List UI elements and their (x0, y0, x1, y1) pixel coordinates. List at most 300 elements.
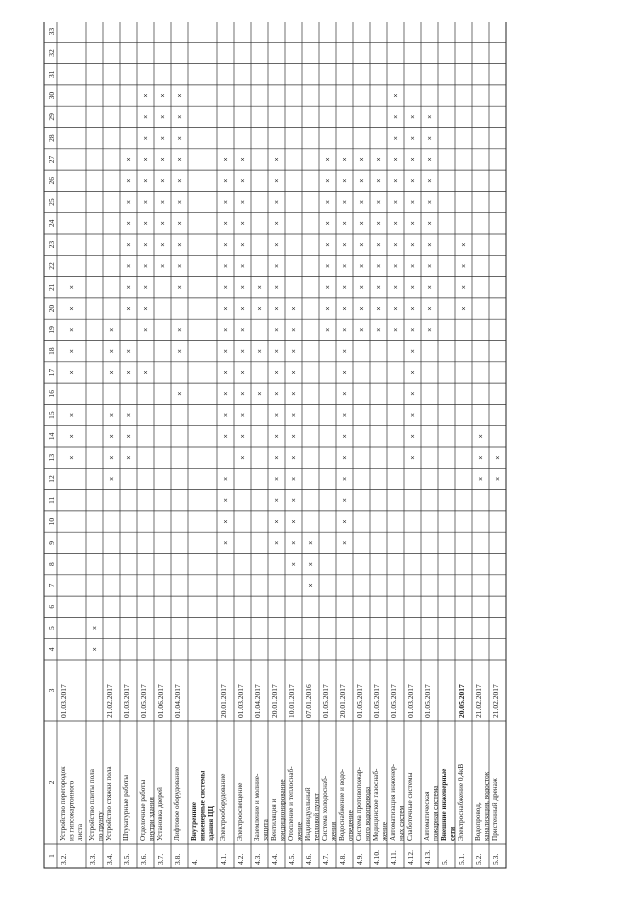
row-4-5-mark-col-19: × (290, 327, 298, 332)
row-4-11-name-line-1: Автоматизация инженер- (389, 763, 397, 841)
row-4-8-mark-col-27: × (341, 157, 349, 162)
row-3-2-mark-col-13: × (68, 455, 76, 460)
row-4-number: 4. (190, 859, 199, 865)
row-4-13-number: 4.13. (423, 850, 432, 865)
row-4-12-mark-col-19: × (409, 327, 417, 332)
row-5-1-mark-col-20: × (460, 306, 468, 311)
row-5-2-mark-col-14: × (477, 434, 485, 439)
row-3-6-mark-col-25: × (142, 200, 150, 205)
row-4-9-mark-col-21: × (358, 285, 366, 290)
row-4-7-mark-col-21: × (324, 285, 332, 290)
header-column-16: 16 (47, 390, 56, 398)
row-4-2-mark-col-17: × (239, 370, 247, 375)
row-5-2-number: 5.2. (474, 853, 483, 865)
row-5-1-number: 5.1. (457, 853, 466, 865)
row-4-9-mark-col-27: × (358, 157, 366, 162)
row-4-13-mark-col-23: × (426, 242, 434, 247)
row-3-6-mark-col-24: × (142, 221, 150, 226)
row-4-4-mark-col-11: × (273, 498, 281, 503)
row-4-2-number: 4.2. (236, 853, 245, 865)
row-4-2-mark-col-18: × (239, 349, 247, 354)
header-column-15: 15 (47, 411, 56, 419)
row-3-3-mark-col-5: × (91, 626, 99, 631)
row-4-8-mark-col-10: × (341, 519, 349, 524)
row-3-6-mark-col-29: × (142, 114, 150, 119)
row-4-4-mark-col-23: × (273, 242, 281, 247)
row-4-3-mark-col-18: × (256, 349, 264, 354)
row-3-5-name-line-1: Штукатурные работы (122, 774, 130, 841)
row-4-1-mark-col-26: × (222, 178, 230, 183)
row-3-7-mark-col-25: × (159, 200, 167, 205)
row-4-12-mark-col-29: × (409, 114, 417, 119)
row-3-3-number: 3.3. (88, 853, 97, 865)
row-4-6-mark-col-8: × (307, 562, 315, 567)
row-4-2-mark-col-22: × (239, 263, 247, 268)
row-4-1-mark-col-10: × (222, 519, 230, 524)
row-4-11-mark-col-23: × (392, 242, 400, 247)
row-4-8-mark-col-19: × (341, 327, 349, 332)
row-3-5-mark-col-18: × (125, 349, 133, 354)
row-4-13-mark-col-27: × (426, 157, 434, 162)
header-column-26: 26 (47, 177, 56, 185)
row-5-1-mark-col-22: × (460, 263, 468, 268)
row-4-8-mark-col-26: × (341, 178, 349, 183)
row-4-11-mark-col-24: × (392, 221, 400, 226)
row-4-3-number: 4.3. (253, 853, 262, 865)
row-4-7-mark-col-19: × (324, 327, 332, 332)
row-4-13-name-line-2: пожарная система (431, 785, 440, 841)
row-4-9-start-date: 01.05.2017 (355, 684, 364, 718)
row-4-13-mark-col-22: × (426, 263, 434, 268)
row-3-6-mark-col-17: × (142, 370, 150, 375)
row-4-1-mark-col-14: × (222, 434, 230, 439)
row-4-5-mark-col-20: × (290, 306, 298, 311)
row-4-1-mark-col-12: × (222, 476, 230, 481)
row-4-7-mark-col-24: × (324, 221, 332, 226)
row-4-12-mark-col-28: × (409, 136, 417, 141)
row-5-2-mark-col-12: × (477, 476, 485, 481)
header-column-24: 24 (47, 219, 56, 228)
row-4-12-mark-col-23: × (409, 242, 417, 247)
row-4-4-mark-col-26: × (273, 178, 281, 183)
row-4-6-mark-col-9: × (307, 540, 315, 545)
row-4-5-mark-col-10: × (290, 519, 298, 524)
row-3-8-mark-col-19: × (176, 327, 184, 332)
row-4-8-mark-col-21: × (341, 285, 349, 290)
row-4-6-name-line-2: тепловой пункт (312, 793, 321, 841)
row-3-8-mark-col-21: × (176, 285, 184, 290)
row-4-12-mark-col-21: × (409, 285, 417, 290)
row-4-12-mark-col-14: × (409, 434, 417, 439)
row-4-8-mark-col-9: × (341, 540, 349, 545)
row-4-13-mark-col-29: × (426, 114, 434, 119)
row-3-4-mark-col-13: × (108, 455, 116, 460)
row-3-5-mark-col-25: × (125, 200, 133, 205)
row-3-6-start-date: 01.05.2017 (139, 684, 148, 718)
header-column-20: 20 (47, 304, 56, 313)
header-column-11: 11 (47, 496, 56, 504)
row-4-1-mark-col-16: × (222, 391, 230, 396)
header-column-27: 27 (47, 155, 56, 164)
row-4-9-mark-col-22: × (358, 263, 366, 268)
row-4-9-mark-col-26: × (358, 178, 366, 183)
row-4-5-mark-col-15: × (290, 413, 298, 418)
row-3-3-mark-col-4: × (91, 647, 99, 652)
header-column-3: 3 (47, 688, 56, 693)
row-4-11-name-line-2: ных систем (397, 805, 406, 841)
row-4-4-mark-col-17: × (273, 370, 281, 375)
header-column-21: 21 (47, 283, 56, 291)
row-4-4-mark-col-13: × (273, 455, 281, 460)
row-3-2-mark-col-15: × (68, 413, 76, 418)
row-4-8-mark-col-20: × (341, 306, 349, 311)
row-4-5-name-line-1: Отопление и теплоснаб- (287, 766, 295, 841)
row-4-13-mark-col-26: × (426, 178, 434, 183)
row-3-2-mark-col-17: × (68, 370, 76, 375)
row-4-5-mark-col-11: × (290, 498, 298, 503)
row-4-13-mark-col-25: × (426, 200, 434, 205)
row-3-7-mark-col-22: × (159, 263, 167, 268)
row-5-1-mark-col-21: × (460, 285, 468, 290)
row-4-4-mark-col-22: × (273, 263, 281, 268)
row-5-3-name-line-1: Пристенный дренаж (491, 778, 499, 841)
row-3-3-name-line-2: по грунту (96, 811, 105, 841)
row-5-3-number: 5.3. (491, 853, 500, 865)
row-4-9-name-line-1: Система противопожар- (355, 767, 363, 841)
row-4-5-mark-col-17: × (290, 370, 298, 375)
row-4-12-mark-col-15: × (409, 413, 417, 418)
row-4-7-mark-col-23: × (324, 242, 332, 247)
row-4-9-number: 4.9. (355, 853, 364, 865)
row-4-11-start-date: 01.05.2017 (389, 684, 398, 718)
row-4-8-mark-col-11: × (341, 498, 349, 503)
row-4-6-name-line-1: Индивидуальный (304, 787, 312, 841)
row-4-2-mark-col-23: × (239, 242, 247, 247)
row-3-5-number: 3.5. (122, 853, 131, 865)
row-4-11-mark-col-29: × (392, 114, 400, 119)
row-4-10-mark-col-26: × (375, 178, 383, 183)
row-4-4-mark-col-27: × (273, 157, 281, 162)
row-5-2-name-line-2: канализация, водосток (482, 771, 491, 841)
row-4-12-mark-col-16: × (409, 391, 417, 396)
row-4-11-mark-col-30: × (392, 93, 400, 98)
row-4-12-mark-col-18: × (409, 349, 417, 354)
row-4-4-mark-col-21: × (273, 285, 281, 290)
row-4-name-line-1: Внутренние (190, 802, 198, 841)
row-3-7-number: 3.7. (156, 853, 165, 865)
row-4-4-mark-col-10: × (273, 519, 281, 524)
row-4-10-mark-col-24: × (375, 221, 383, 226)
row-4-4-mark-col-24: × (273, 221, 281, 226)
row-4-13-mark-col-20: × (426, 306, 434, 311)
row-3-2-mark-col-19: × (68, 327, 76, 332)
row-3-5-mark-col-23: × (125, 242, 133, 247)
row-4-2-mark-col-16: × (239, 391, 247, 396)
row-4-12-number: 4.12. (406, 850, 415, 865)
row-3-5-start-date: 01.03.2017 (122, 684, 131, 718)
row-4-4-start-date: 20.01.2017 (270, 684, 279, 718)
row-4-12-mark-col-20: × (409, 306, 417, 311)
row-4-12-start-date: 01.03.2017 (406, 684, 415, 718)
row-4-2-mark-col-13: × (239, 455, 247, 460)
header-column-19: 19 (47, 326, 56, 334)
row-3-2-name-line-3: листа (76, 823, 84, 841)
row-3-8-name-line-1: Лифтовое оборудование (173, 766, 181, 841)
header-column-12: 12 (47, 475, 56, 483)
row-5-3-mark-col-12: × (494, 476, 502, 481)
row-4-2-mark-col-27: × (239, 157, 247, 162)
row-4-10-name-line-2: жение (380, 822, 389, 841)
row-4-12-mark-col-26: × (409, 178, 417, 183)
header-column-7: 7 (47, 583, 56, 588)
row-4-4-mark-col-14: × (273, 434, 281, 439)
row-4-8-mark-col-23: × (341, 242, 349, 247)
row-3-6-mark-col-27: × (142, 157, 150, 162)
row-3-2-mark-col-21: × (68, 285, 76, 290)
row-4-1-name-line-1: Электрооборудование (219, 773, 227, 841)
row-3-6-mark-col-20: × (142, 306, 150, 311)
row-3-3-name-line-1: Устройство плиты пола (88, 769, 96, 841)
row-4-13-mark-col-28: × (426, 136, 434, 141)
row-4-10-name-line-1: Медицинское газоснаб- (372, 768, 380, 841)
row-4-1-mark-col-17: × (222, 370, 230, 375)
row-4-13-mark-col-19: × (426, 327, 434, 332)
row-4-1-mark-col-20: × (222, 306, 230, 311)
row-3-5-mark-col-22: × (125, 263, 133, 268)
row-4-11-mark-col-19: × (392, 327, 400, 332)
row-3-5-mark-col-15: × (125, 413, 133, 418)
row-3-6-name-line-1: Отделочные работы (139, 779, 147, 841)
row-4-10-mark-col-25: × (375, 200, 383, 205)
row-5-3-mark-col-13: × (494, 455, 502, 460)
row-3-7-mark-col-26: × (159, 178, 167, 183)
row-4-10-mark-col-19: × (375, 327, 383, 332)
row-4-7-mark-col-26: × (324, 178, 332, 183)
header-column-1: 1 (47, 854, 56, 858)
row-3-8-mark-col-16: × (176, 391, 184, 396)
row-3-2-mark-col-14: × (68, 434, 76, 439)
row-4-2-mark-col-26: × (239, 178, 247, 183)
row-3-5-mark-col-24: × (125, 221, 133, 226)
row-4-11-mark-col-25: × (392, 200, 400, 205)
row-4-2-mark-col-24: × (239, 221, 247, 226)
row-3-8-mark-col-25: × (176, 200, 184, 205)
row-3-2-start-date: 01.03.2017 (59, 684, 68, 718)
header-column-22: 22 (47, 262, 56, 270)
row-4-1-number: 4.1. (219, 853, 228, 865)
row-3-6-mark-col-21: × (142, 285, 150, 290)
row-3-8-mark-col-24: × (176, 221, 184, 226)
header-column-32: 32 (47, 49, 56, 57)
row-4-7-name-line-2: жения (329, 821, 338, 841)
header-column-14: 14 (47, 432, 56, 441)
row-4-4-mark-col-19: × (273, 327, 281, 332)
row-3-5-mark-col-27: × (125, 157, 133, 162)
row-4-4-mark-col-25: × (273, 200, 281, 205)
row-3-4-number: 3.4. (105, 853, 114, 865)
row-4-7-mark-col-25: × (324, 200, 332, 205)
row-4-3-name-line-2: защита (261, 819, 270, 841)
row-3-6-mark-col-22: × (142, 263, 150, 268)
row-3-4-start-date: 21.02.2017 (105, 684, 114, 718)
row-4-4-mark-col-12: × (273, 476, 281, 481)
row-4-8-mark-col-25: × (341, 200, 349, 205)
row-5-2-mark-col-13: × (477, 455, 485, 460)
row-4-5-mark-col-16: × (290, 391, 298, 396)
row-4-12-mark-col-17: × (409, 370, 417, 375)
row-4-7-number: 4.7. (321, 853, 330, 865)
row-3-8-mark-col-27: × (176, 157, 184, 162)
header-column-10: 10 (47, 517, 56, 526)
row-4-8-start-date: 20.01.2017 (338, 684, 347, 718)
row-4-8-mark-col-18: × (341, 349, 349, 354)
row-3-7-name-line-1: Установка дверей (156, 787, 164, 841)
row-3-8-mark-col-23: × (176, 242, 184, 247)
row-3-6-mark-col-30: × (142, 93, 150, 98)
row-4-2-mark-col-15: × (239, 413, 247, 418)
row-3-5-mark-col-20: × (125, 306, 133, 311)
row-4-4-name-line-1: Вентиляция и (270, 798, 278, 841)
row-4-2-mark-col-21: × (239, 285, 247, 290)
row-4-11-mark-col-27: × (392, 157, 400, 162)
row-3-8-mark-col-26: × (176, 178, 184, 183)
row-4-4-name-line-2: кондиционирование (278, 779, 287, 841)
row-4-9-mark-col-24: × (358, 221, 366, 226)
row-3-5-mark-col-21: × (125, 285, 133, 290)
row-4-7-mark-col-27: × (324, 157, 332, 162)
row-3-7-mark-col-30: × (159, 93, 167, 98)
row-4-7-start-date: 01.05.2017 (321, 684, 330, 718)
row-3-2-name-line-1: Устройство перегородок (59, 766, 67, 841)
row-4-5-mark-col-12: × (290, 476, 298, 481)
row-3-8-mark-col-30: × (176, 93, 184, 98)
header-column-30: 30 (47, 91, 56, 100)
row-4-4-mark-col-16: × (273, 391, 281, 396)
row-4-1-mark-col-18: × (222, 349, 230, 354)
row-4-4-mark-col-15: × (273, 413, 281, 418)
row-3-4-mark-col-12: × (108, 476, 116, 481)
header-column-25: 25 (47, 198, 56, 206)
row-4-5-mark-col-13: × (290, 455, 298, 460)
row-3-6-name-line-2: внутри здания (147, 797, 156, 841)
row-4-10-mark-col-22: × (375, 263, 383, 268)
work-schedule-table (34, 22, 606, 882)
row-5-1-mark-col-23: × (460, 242, 468, 247)
row-4-10-mark-col-21: × (375, 285, 383, 290)
row-4-8-mark-col-14: × (341, 434, 349, 439)
row-4-8-number: 4.8. (338, 853, 347, 865)
row-3-5-mark-col-26: × (125, 178, 133, 183)
row-3-8-number: 3.8. (173, 853, 182, 865)
row-4-4-number: 4.4. (270, 853, 279, 865)
header-column-9: 9 (47, 540, 56, 545)
row-4-1-mark-col-24: × (222, 221, 230, 226)
row-4-7-name-line-1: Система холодоснаб- (321, 775, 329, 841)
row-4-12-mark-col-13: × (409, 455, 417, 460)
row-4-6-number: 4.6. (304, 853, 313, 865)
header-column-29: 29 (47, 113, 56, 121)
row-5-name-line-2: сети (448, 826, 457, 841)
row-4-11-mark-col-21: × (392, 285, 400, 290)
row-4-11-number: 4.11. (389, 850, 398, 865)
row-3-4-mark-col-19: × (108, 327, 116, 332)
row-5-1-name-line-1: Электроснабжение 0,4кВ (457, 763, 465, 841)
row-3-6-mark-col-19: × (142, 327, 150, 332)
row-4-6-start-date: 07.01.2016 (304, 684, 313, 718)
row-4-3-start-date: 01.04.2017 (253, 684, 262, 718)
row-4-5-mark-col-9: × (290, 540, 298, 545)
row-3-7-mark-col-29: × (159, 114, 167, 119)
row-4-5-mark-col-8: × (290, 562, 298, 567)
row-4-11-mark-col-20: × (392, 306, 400, 311)
row-4-12-mark-col-25: × (409, 200, 417, 205)
row-4-12-mark-col-24: × (409, 221, 417, 226)
row-4-11-mark-col-22: × (392, 263, 400, 268)
row-3-4-mark-col-14: × (108, 434, 116, 439)
row-4-8-mark-col-17: × (341, 370, 349, 375)
row-3-4-name-line-1: Устройство стяжки пола (105, 766, 113, 841)
row-3-5-mark-col-17: × (125, 370, 133, 375)
row-4-4-mark-col-9: × (273, 540, 281, 545)
row-4-2-mark-col-19: × (239, 327, 247, 332)
row-3-7-mark-col-23: × (159, 242, 167, 247)
row-4-9-mark-col-23: × (358, 242, 366, 247)
rotated-schedule-sheet (34, 22, 606, 882)
header-column-23: 23 (47, 240, 56, 249)
row-5-name-line-1: Внешние инженерные (440, 768, 448, 841)
row-4-8-mark-col-13: × (341, 455, 349, 460)
row-4-5-name-line-2: жение (295, 822, 304, 841)
row-4-13-mark-col-21: × (426, 285, 434, 290)
row-4-8-name-line-2: отведение (346, 810, 355, 841)
row-3-5-mark-col-13: × (125, 455, 133, 460)
row-4-10-start-date: 01.05.2017 (372, 684, 381, 718)
row-4-3-mark-col-20: × (256, 306, 264, 311)
row-3-6-mark-col-28: × (142, 136, 150, 141)
row-4-13-mark-col-24: × (426, 221, 434, 226)
row-4-5-mark-col-14: × (290, 434, 298, 439)
row-4-7-mark-col-22: × (324, 263, 332, 268)
row-3-2-name-line-2: из гипсокартонного (67, 780, 76, 841)
row-4-11-mark-col-28: × (392, 136, 400, 141)
row-3-8-start-date: 01.04.2017 (173, 684, 182, 718)
row-4-9-mark-col-25: × (358, 200, 366, 205)
row-3-8-mark-col-28: × (176, 136, 184, 141)
row-4-2-mark-col-14: × (239, 434, 247, 439)
row-5-1-start-date: 20.05.2017 (457, 684, 466, 718)
row-3-6-number: 3.6. (139, 853, 148, 865)
row-4-12-mark-col-22: × (409, 263, 417, 268)
row-4-8-mark-col-12: × (341, 476, 349, 481)
row-4-13-start-date: 01.05.2017 (423, 684, 432, 718)
row-3-2-mark-col-18: × (68, 349, 76, 354)
row-4-1-mark-col-11: × (222, 498, 230, 503)
row-4-12-mark-col-27: × (409, 157, 417, 162)
header-column-17: 17 (47, 368, 56, 377)
row-4-9-name-line-2: ного водопровода (363, 786, 372, 841)
row-4-10-mark-col-20: × (375, 306, 383, 311)
header-column-33: 33 (47, 27, 56, 36)
row-4-2-start-date: 01.03.2017 (236, 684, 245, 718)
row-4-4-mark-col-20: × (273, 306, 281, 311)
row-4-2-name-line-1: Электроосвещение (236, 782, 244, 841)
row-4-1-mark-col-15: × (222, 413, 230, 418)
row-4-1-mark-col-9: × (222, 540, 230, 545)
row-4-5-start-date: 10.01.2017 (287, 684, 296, 718)
header-column-6: 6 (47, 604, 56, 609)
row-4-3-mark-col-16: × (256, 391, 264, 396)
header-column-5: 5 (47, 626, 56, 630)
